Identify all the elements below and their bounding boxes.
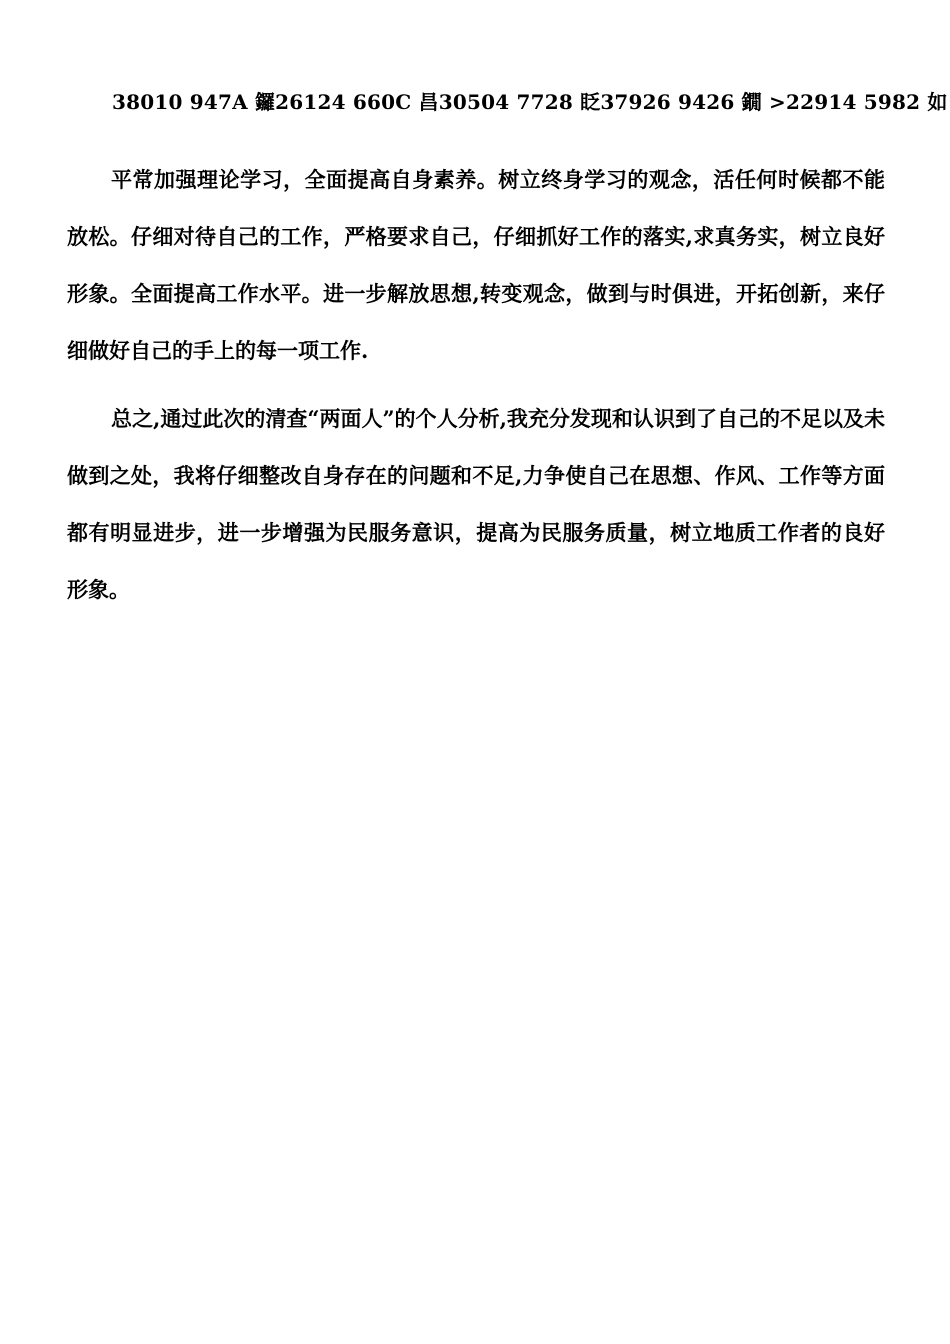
garbled-text-line: 38010 947A 鑼26124 660C 昌30504 7728 眨37926 9426 鐗 >22914 5982 如	[112, 90, 948, 114]
paragraph-conclusion: 总之,通过此次的清查“两面人”的个人分析,我充分发现和认识到了自己的不足以及未做到之处，我将仔细整改自身存在的问题和不足,力争使自己在思想、作风、工作等方面都有明显进步，进一步增强为民服务意识，提高为民服务质量，树立地质工作者的良好形象。	[67, 406, 885, 602]
document-body	[67, 82, 948, 618]
paragraph-study: 平常加强理论学习，全面提高自身素养。树立终身学习的观念，活任何时候都不能放松。仔细对待自己的工作，严格要求自己，仔细抓好工作的落实,求真务实，树立良好形象。全面提高工作水平。进一步解放思想,转变观念，做到与时俱进，开拓创新，来仔细做好自己的手上的每一项工作.	[67, 167, 885, 363]
